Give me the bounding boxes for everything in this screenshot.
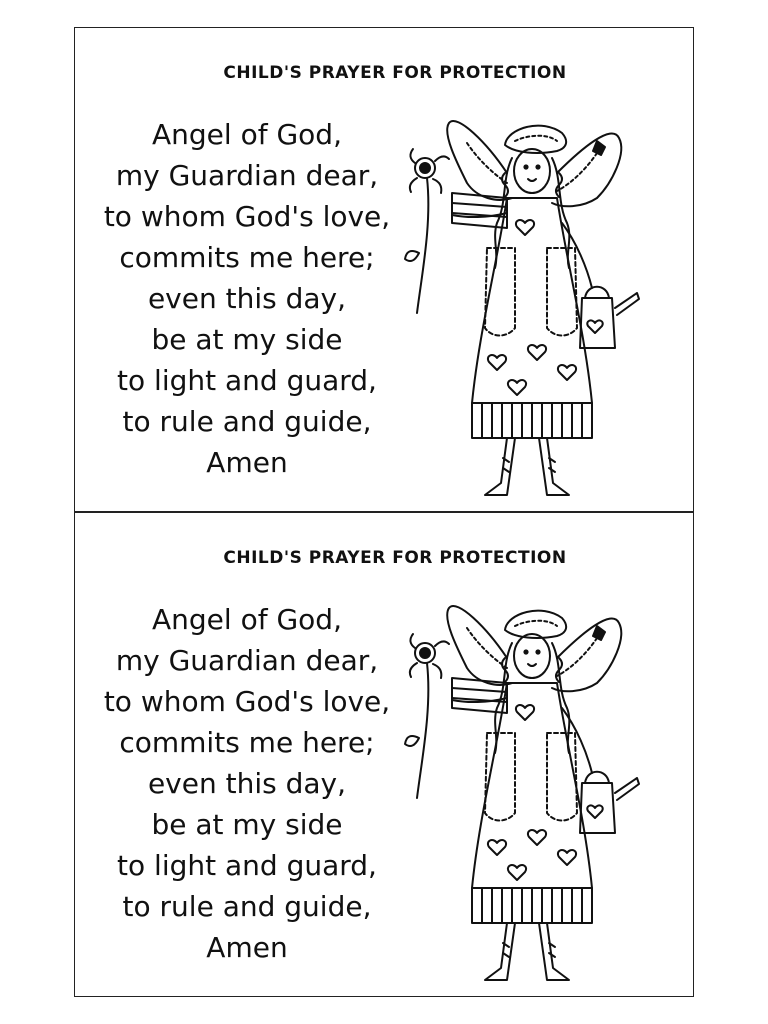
prayer-line: my Guardian dear,: [115, 159, 379, 192]
prayer-text: [87, 114, 407, 483]
prayer-card: [74, 512, 694, 997]
prayer-line: Amen: [206, 931, 288, 964]
prayer-line: my Guardian dear,: [115, 644, 379, 677]
prayer-line: commits me here;: [119, 241, 375, 274]
prayer-line: to light and guard,: [117, 364, 377, 397]
prayer-line: to whom God's love,: [103, 200, 391, 233]
prayer-line: even this day,: [147, 282, 347, 315]
angel-with-watering-can-icon: [397, 103, 667, 503]
card-title: CHILD'S PRAYER FOR PROTECTION: [223, 548, 567, 568]
prayer-line: to whom God's love,: [103, 685, 391, 718]
prayer-line: to light and guard,: [117, 849, 377, 882]
prayer-line: to rule and guide,: [122, 405, 372, 438]
prayer-line: be at my side: [151, 323, 343, 356]
prayer-text: [87, 599, 407, 968]
card-title: CHILD'S PRAYER FOR PROTECTION: [223, 63, 567, 83]
prayer-line: even this day,: [147, 767, 347, 800]
prayer-line: be at my side: [151, 808, 343, 841]
prayer-card: [74, 27, 694, 512]
prayer-line: Angel of God,: [152, 603, 342, 636]
prayer-card-sheet: [74, 27, 694, 997]
prayer-line: Angel of God,: [152, 118, 342, 151]
prayer-line: commits me here;: [119, 726, 375, 759]
angel-with-watering-can-icon: [397, 588, 667, 988]
prayer-line: Amen: [206, 446, 288, 479]
prayer-line: to rule and guide,: [122, 890, 372, 923]
